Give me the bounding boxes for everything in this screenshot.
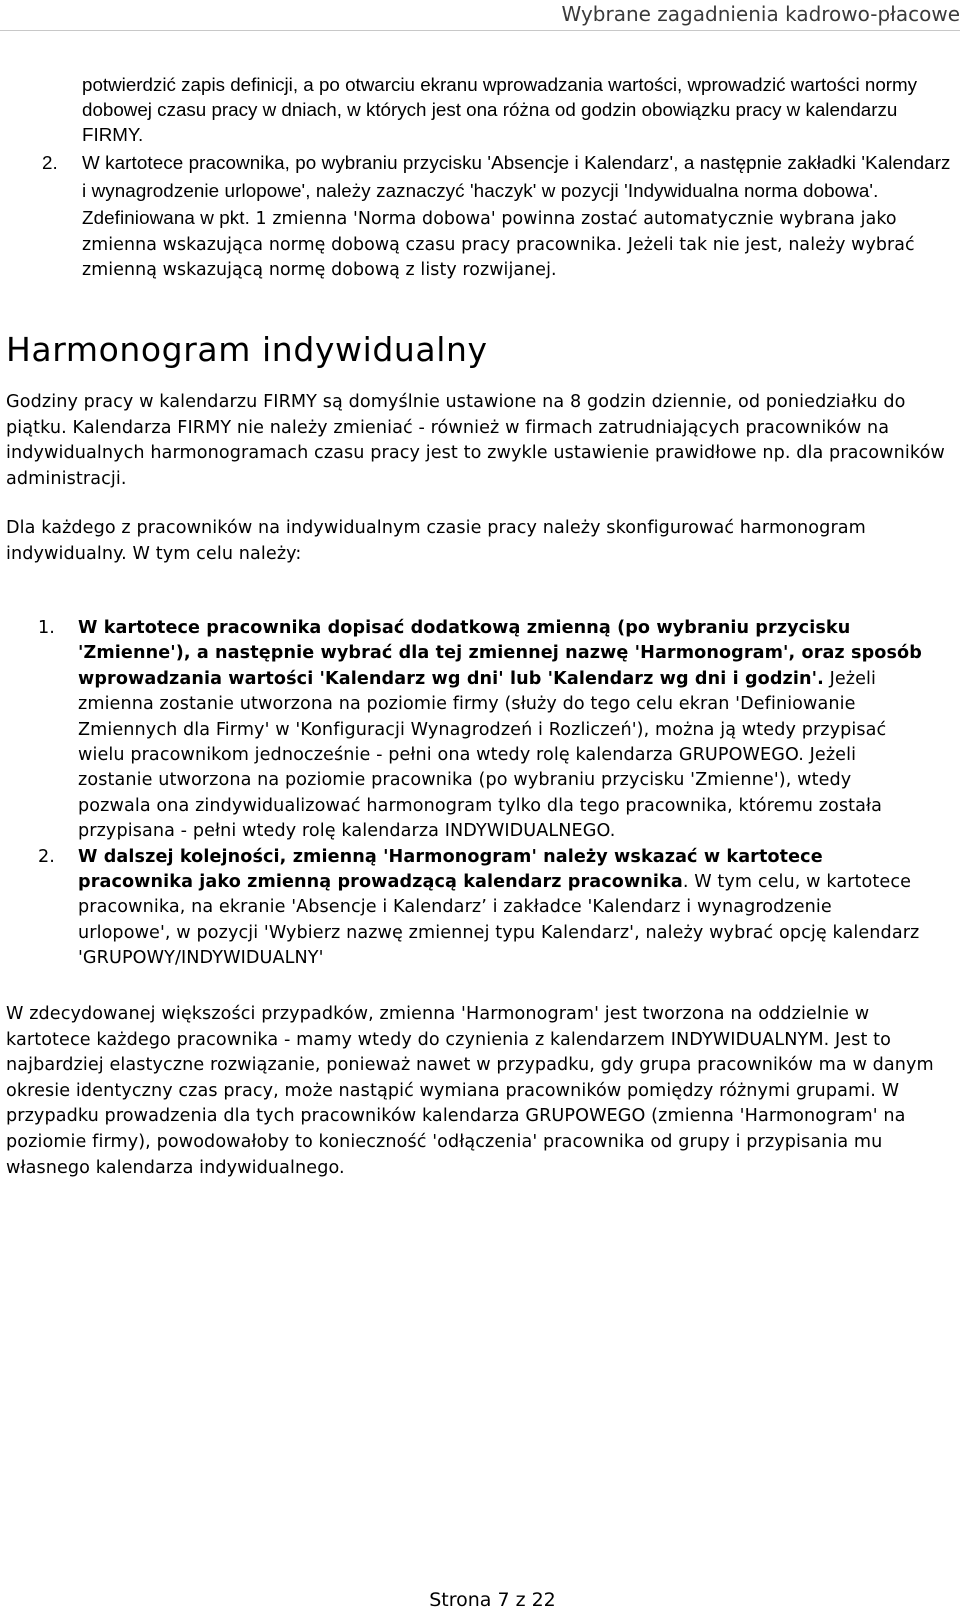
- steps-list: [38, 616, 928, 972]
- list-item-text: . W tym celu, w kartotece pracownika, na ekranie 'Absencje i Kalendarz’ i zakładce 'Kalendarz i wynagrodzenie urlopowe', w pozycji 'Wybierz nazwę zmiennej typu Kalendarz', należy wybrać opcję kalendarz 'GRUPOWY/INDYWIDUALNY': [78, 872, 920, 969]
- list-item-text: Jeżeli zmienna zostanie utworzona na poziomie firmy (służy do tego celu ekran 'Definiowanie Zmiennych dla Firmy' w 'Konfiguracji Wynagrodzeń i Rozliczeń'), można ją wtedy przypisać wielu pracownikom jednocześnie - pełni ona wtedy rolę kalendarza GRUPOWEGO. Jeżeli zostanie utworzona na poziomie pracownika (po wybraniu przycisku 'Zmienne'), wtedy pozwala ona zindywidualizować harmonogram tylko dla tego pracownika, któremu została przypisana - pełni wtedy rolę kalendarza INDYWIDUALNEGO.: [78, 668, 887, 842]
- paragraph-configure: Dla każdego z pracowników na indywidualnym czasie pracy należy skonfigurować harmonogram indywidualny. W tym celu należy:: [6, 518, 866, 564]
- list-item-number: 1.: [38, 618, 55, 638]
- section-heading: Harmonogram indywidualny: [6, 330, 488, 369]
- item-text-b: 1 zmienna 'Norma dobowa' powinna zostać automatycznie wybrana jako zmienna wskazująca normę dobową czasu pracy pracownika. Jeżeli tak nie jest, należy wybrać zmienną wskazującą normę dobową z listy rozwijanej.: [82, 209, 915, 281]
- running-header: [0, 2, 960, 31]
- list-item-number: 2.: [38, 846, 55, 867]
- list-item: [38, 845, 928, 972]
- paragraph-summary: W zdecydowanej większości przypadków, zmienna 'Harmonogram' jest tworzona na oddzielnie w kartotece każdego pracownika - mamy wtedy do czynienia z kalendarzem INDYWIDUALNYM. Jest to najbardziej elastyczne rozwiązanie, ponieważ nawet w przypadku, gdy grupa pracowników ma w danym okresie identyczny czas pracy, może nastąpić wymiana pracowników pomiędzy różnymi grupami. W przypadku prowadzenia dla tych pracowników kalendarza GRUPOWEGO (zmienna 'Harmonogram' na poziomie firmy), powodowałoby to konieczność 'odłączenia' pracownika od grupy i przypisania mu własnego kalendarza indywidualnego.: [6, 1004, 934, 1178]
- continued-paragraph: potwierdzić zapis definicji, a po otwarciu ekranu wprowadzania wartości, wprowadzić wartości normy dobowej czasu pracy w dniach, w których jest ona różna od godzin obowiązku pracy w kalendarzu FIRMY.: [82, 74, 918, 145]
- numbered-item-2: [42, 150, 958, 284]
- header-title: Wybrane zagadnienia kadrowo-płacowe: [561, 2, 960, 26]
- item-number: 2.: [42, 152, 58, 173]
- paragraph-working-hours: Godziny pracy w kalendarzu FIRMY są domyślnie ustawione na 8 godzin dziennie, od poniedziałku do piątku. Kalendarza FIRMY nie należy zmieniać - również w firmach zatrudniających pracowników na indywidualnych harmonogramach czasu pracy jest to zwykle ustawienie prawidłowe np. dla pracowników administracji.: [6, 392, 945, 489]
- item-text-a: W kartotece pracownika, po wybraniu przycisku 'Absencje i Kalendarz', a następnie zakładki 'Kalendarz i wynagrodzenie urlopowe', należy zaznaczyć 'haczyk' w pozycji 'Indywidualna norma dobowa'. Zdefiniowana w pkt.: [82, 152, 951, 229]
- list-item: [38, 616, 928, 845]
- list-item-bold: W kartotece pracownika dopisać dodatkową zmienną (po wybraniu przycisku 'Zmienne'), a następnie wybrać dla tej zmiennej nazwę 'Harmonogram', oraz sposób wprowadzania wartości 'Kalendarz wg dni' lub 'Kalendarz wg dni i godzin'.: [78, 618, 922, 689]
- page-number: Strona 7 z 22: [429, 1589, 556, 1611]
- list-item-bold: W dalszej kolejności, zmienną 'Harmonogram' należy wskazać w kartotece pracownika jako zmienną prowadzącą kalendarz pracownika: [78, 846, 823, 893]
